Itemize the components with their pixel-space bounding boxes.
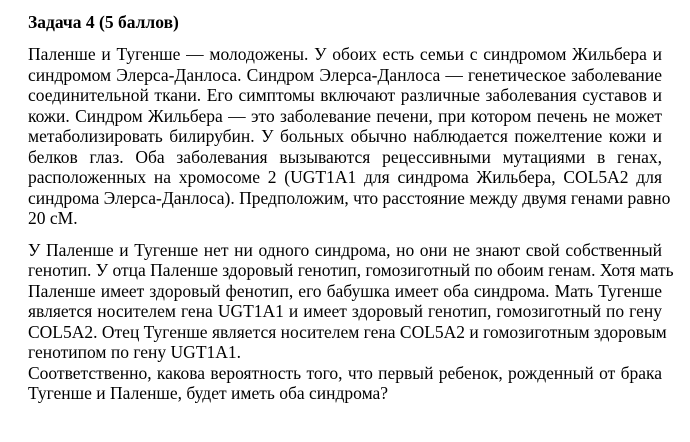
paragraph-question [28, 363, 662, 404]
text-line: соединительной ткани. Его симптомы включают различные заболевания суставов и [28, 85, 662, 105]
text-line: синдромом Элерса-Данлоса. Синдром Элерса-Данлоса — генетическое заболевание [28, 64, 662, 85]
text-line: Паленше имеет здоровый фенотип, его бабушка имеет оба синдрома. Мать Тугенше [28, 280, 662, 301]
text-line: Соответственно, какова вероятность того, что первый ребенок, рожденный от брака [28, 362, 662, 383]
text-line: генотип. У отца Паленше здоровый генотип, гомозиготный по обоим генам. Хотя мать [28, 260, 674, 280]
text-line: белков глаз. Оба заболевания вызываются рецессивными мутациями в генах, [28, 146, 662, 167]
text-line: синдрома Элерса-Данлоса). Предположим, что расстояние между двумя генами равно [28, 187, 671, 208]
text-line: расположенных на хромосоме 2 (UGT1A1 для синдрома Жильбера, COL5A2 для [28, 167, 662, 187]
text-line: метаболизировать билирубин. У больных обычно наблюдается пожелтение кожи и [28, 126, 662, 146]
text-line: является носителем гена UGT1A1 и имеет здоровый генотип, гомозиготный по гену [28, 301, 662, 321]
paragraph-genotypes [28, 239, 674, 363]
text-line: 20 сМ. [28, 208, 78, 228]
text-line: COL5A2. Отец Тугенше является носителем гена COL5A2 и гомозиготным здоровым [28, 321, 667, 342]
text-line: кожи. Синдром Жильбера — это заболевание печени, при котором печень не может [28, 105, 662, 126]
text-line: Тугенше и Паленше, будет иметь оба синдрома? [28, 383, 389, 403]
text-line: Паленше и Тугенше — молодожены. У обоих есть семьи с синдромом Жильбера и [28, 44, 662, 64]
text-line: У Паленше и Тугенше нет ни одного синдрома, но они не знают свой собственный [28, 239, 662, 260]
document-page [28, 11, 674, 404]
problem-title: Задача 4 (5 баллов) [28, 12, 179, 32]
text-line: генотипом по гену UGT1A1. [28, 342, 242, 362]
paragraph-intro [28, 44, 671, 229]
